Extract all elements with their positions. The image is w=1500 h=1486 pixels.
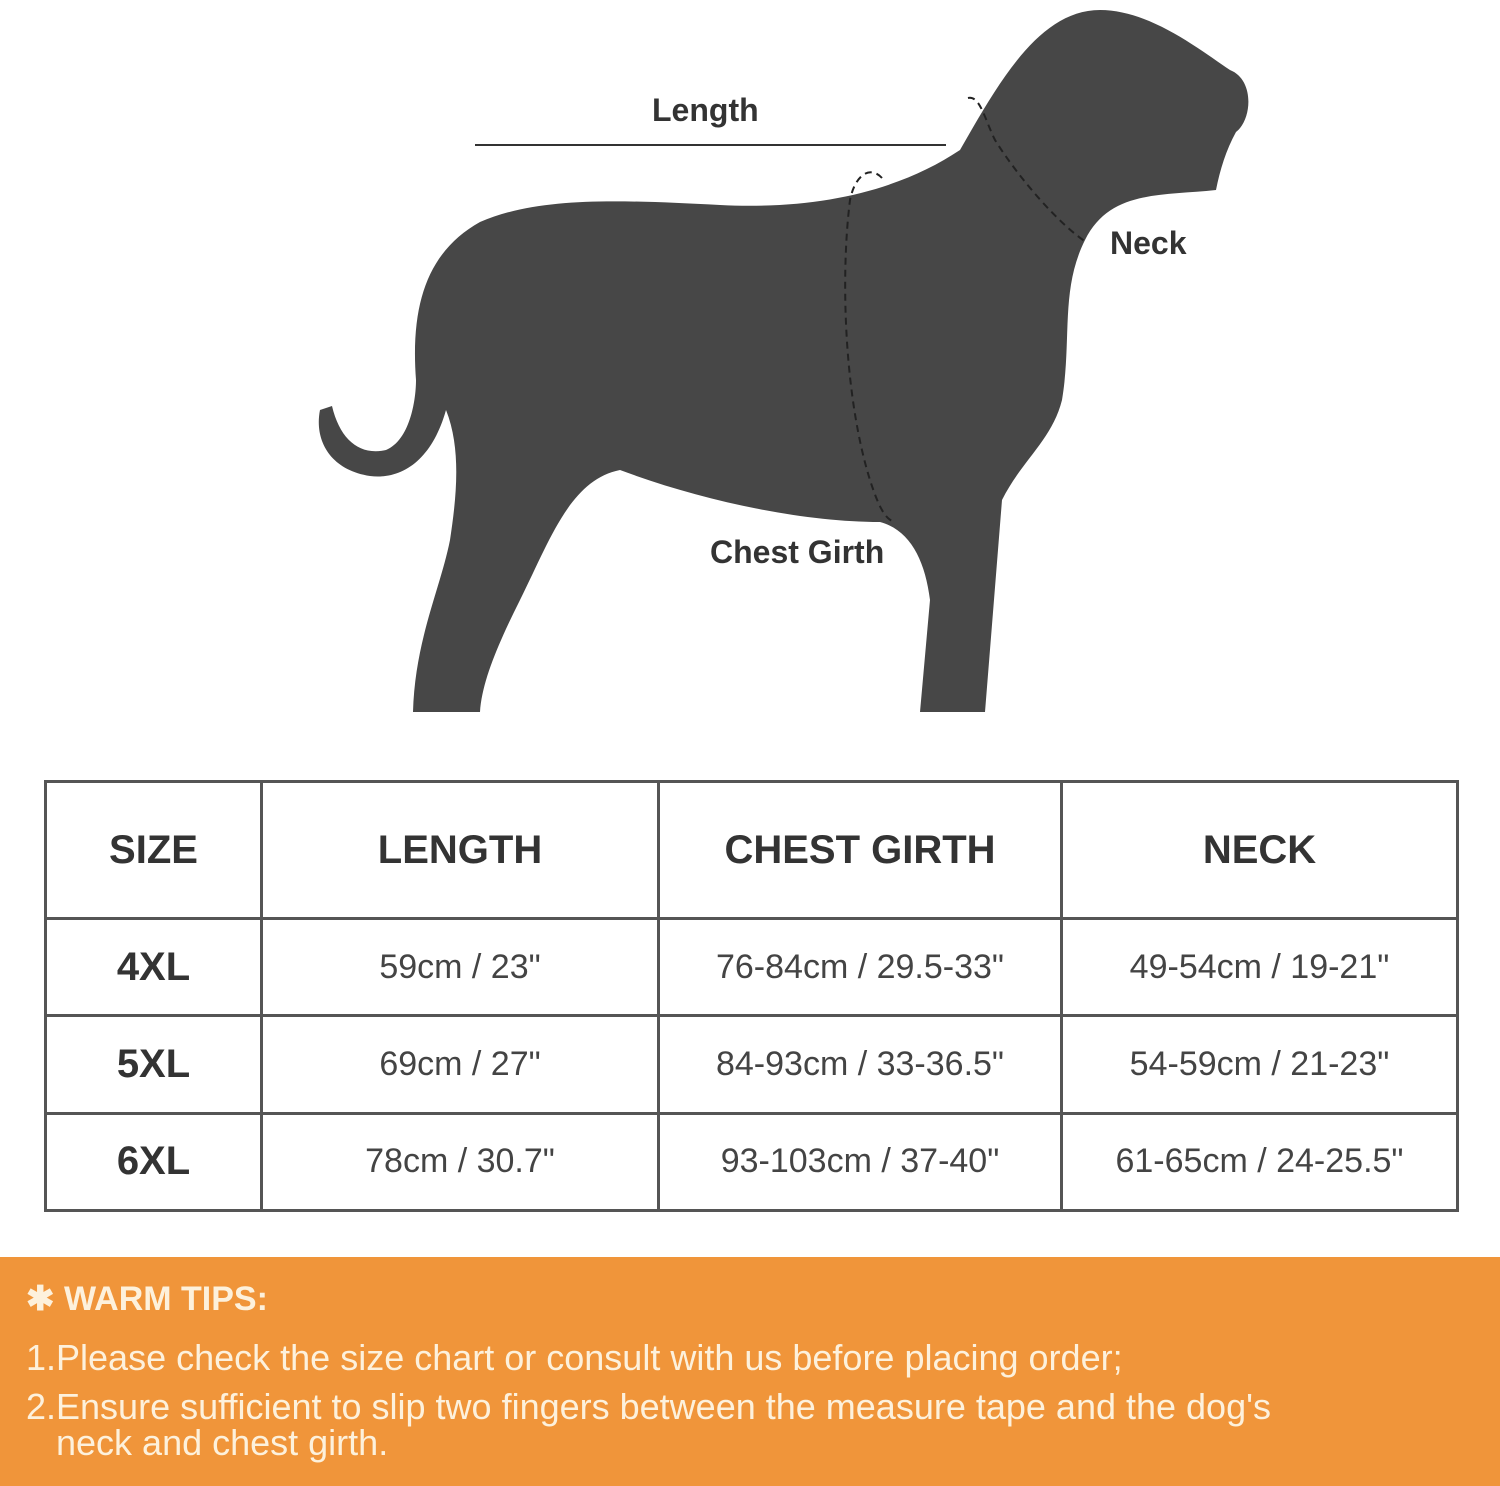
neck-label: Neck [1110, 225, 1187, 261]
table-header-row [46, 782, 1458, 919]
table-row [46, 1016, 1458, 1113]
chest-cell: 76-84cm / 29.5-33" [659, 919, 1062, 1016]
warm-tips-banner [0, 1257, 1500, 1486]
asterisk-icon: ✱ [26, 1280, 64, 1318]
table-row [46, 1113, 1458, 1210]
dog-silhouette [319, 10, 1249, 712]
tip-item: 2.Ensure sufficient to slip two fingers between the measure tape and the dog's neck and chest girth. [26, 1386, 1271, 1463]
chest-girth-label: Chest Girth [710, 534, 885, 570]
size-cell: 6XL [46, 1113, 262, 1210]
tip-item: 1.Please check the size chart or consult with us before placing order; [26, 1337, 1123, 1378]
chest-cell: 93-103cm / 37-40" [659, 1113, 1062, 1210]
length-label: Length [652, 92, 759, 128]
size-cell: 5XL [46, 1016, 262, 1113]
length-cell: 78cm / 30.7" [262, 1113, 659, 1210]
header-size: SIZE [46, 782, 262, 919]
chest-cell: 84-93cm / 33-36.5" [659, 1016, 1062, 1113]
header-length: LENGTH [262, 782, 659, 919]
table-row [46, 919, 1458, 1016]
length-cell: 59cm / 23" [262, 919, 659, 1016]
neck-cell: 49-54cm / 19-21" [1062, 919, 1458, 1016]
size-cell: 4XL [46, 919, 262, 1016]
neck-cell: 54-59cm / 21-23" [1062, 1016, 1458, 1113]
size-table [44, 780, 1459, 1212]
header-chest-girth: CHEST GIRTH [659, 782, 1062, 919]
warm-tips-title [26, 1279, 268, 1319]
length-cell: 69cm / 27" [262, 1016, 659, 1113]
neck-cell: 61-65cm / 24-25.5" [1062, 1113, 1458, 1210]
warm-tips-title-text: WARM TIPS: [63, 1280, 268, 1318]
header-neck: NECK [1062, 782, 1458, 919]
